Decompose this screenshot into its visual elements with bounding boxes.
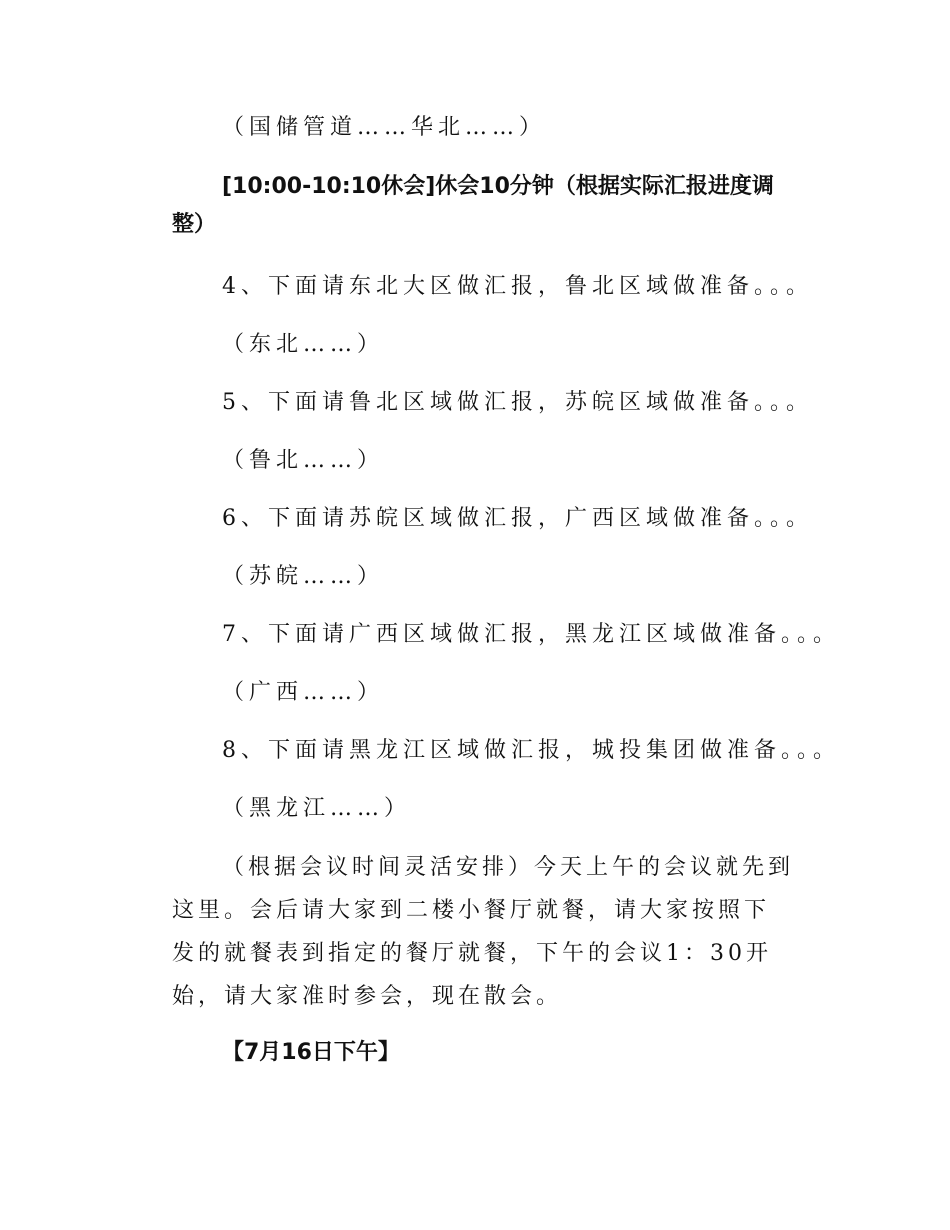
section-heading-july16-afternoon: 【7月16日下午】: [222, 1040, 400, 1065]
agenda-item-4: 4、下面请东北大区做汇报，鲁北区域做准备。。。: [222, 274, 813, 299]
recess-notice: [10:00-10:10休会]休会10分钟（根据实际汇报进度调整）: [172, 174, 774, 237]
text-line-heilongjiang: （黑龙江……）: [222, 796, 412, 821]
agenda-item-6: 6、下面请苏皖区域做汇报，广西区域做准备。。。: [222, 506, 813, 531]
agenda-item-5: 5、下面请鲁北区域做汇报，苏皖区域做准备。。。: [222, 390, 813, 415]
text-line-dongbei: （东北……）: [222, 332, 385, 357]
text-line-huabei: （国储管道……华北……）: [222, 115, 547, 140]
text-line-guangxi: （广西……）: [222, 680, 385, 705]
closing-paragraph: （根据会议时间灵活安排）今天上午的会议就先到这里。会后请大家到二楼小餐厅就餐，请大家按照下发的就餐表到指定的餐厅就餐，下午的会议1：30开始，请大家准时参会，现在散会。: [172, 855, 795, 1009]
text-line-suwan: （苏皖……）: [222, 564, 385, 589]
agenda-item-8: 8、下面请黑龙江区域做汇报，城投集团做准备。。。: [222, 738, 840, 763]
text-line-lubei: （鲁北……）: [222, 448, 385, 473]
agenda-item-7: 7、下面请广西区域做汇报，黑龙江区域做准备。。。: [222, 622, 840, 647]
